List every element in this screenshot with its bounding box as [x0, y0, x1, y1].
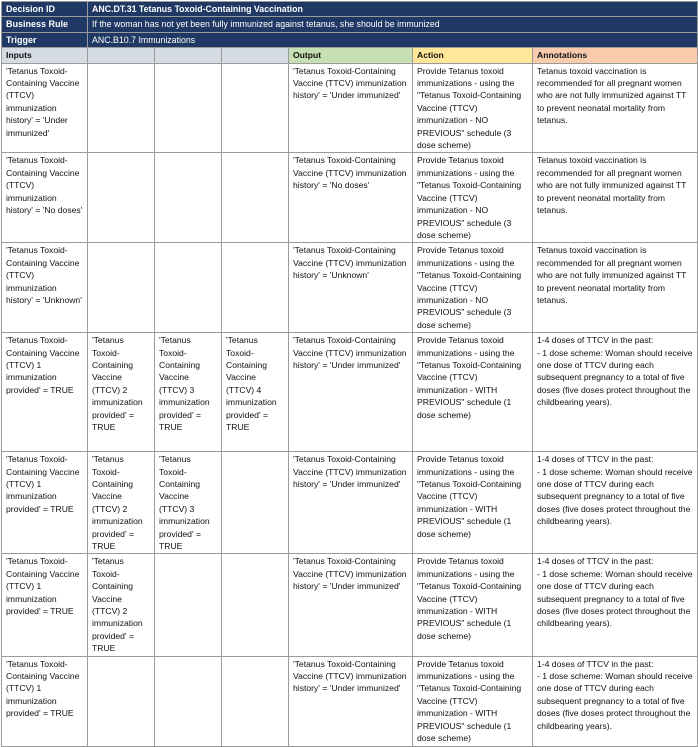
output-cell: 'Tetanus Toxoid-Containing Vaccine (TTCV) immunization history' = 'Under immunized': [289, 554, 413, 656]
output-cell: 'Tetanus Toxoid-Containing Vaccine (TTCV) immunization history' = 'Under immunized': [289, 63, 413, 153]
input-cell-4: [222, 243, 289, 333]
output-cell: 'Tetanus Toxoid-Containing Vaccine (TTCV) immunization history' = 'No doses': [289, 153, 413, 243]
input-cell-2: 'Tetanus Toxoid-Containing Vaccine (TTCV) 2 immunization provided' = TRUE: [88, 333, 155, 452]
action-cell: Provide Tetanus toxoid immunizations - using the "Tetanus Toxoid-Containing Vaccine (TTCV) immunization - WITH PREVIOUS" schedule (1 dose scheme): [413, 333, 533, 452]
input-cell-3: 'Tetanus Toxoid-Containing Vaccine (TTCV) 3 immunization provided' = TRUE: [155, 333, 222, 452]
trigger-label: Trigger: [2, 32, 88, 47]
table-row: [2, 243, 698, 333]
inputs-column-header: Inputs: [2, 48, 88, 63]
input-cell-2: [88, 656, 155, 746]
input-cell-1: 'Tetanus Toxoid-Containing Vaccine (TTCV) 1 immunization provided' = TRUE: [2, 333, 88, 452]
input-cell-3: 'Tetanus Toxoid-Containing Vaccine (TTCV) 3 immunization provided' = TRUE: [155, 452, 222, 554]
output-cell: 'Tetanus Toxoid-Containing Vaccine (TTCV) immunization history' = 'Under immunized': [289, 452, 413, 554]
annotation-cell: Tetanus toxoid vaccination is recommended for all pregnant women who are not fully immunized against TT to prevent neonatal mortality from tetanus.: [533, 63, 698, 153]
input-cell-1: 'Tetanus Toxoid-Containing Vaccine (TTCV) immunization history' = 'Unknown': [2, 243, 88, 333]
inputs-column-header-2: [88, 48, 155, 63]
input-cell-4: 'Tetanus Toxoid-Containing Vaccine (TTCV) 4 immunization provided' = TRUE: [222, 333, 289, 452]
business-rule-label: Business Rule: [2, 17, 88, 32]
output-cell: 'Tetanus Toxoid-Containing Vaccine (TTCV) immunization history' = 'Under immunized': [289, 656, 413, 746]
action-cell: Provide Tetanus toxoid immunizations - using the "Tetanus Toxoid-Containing Vaccine (TTCV) immunization - WITH PREVIOUS" schedule (1 dose scheme): [413, 656, 533, 746]
action-cell: Provide Tetanus toxoid immunizations - using the "Tetanus Toxoid-Containing Vaccine (TTCV) immunization - WITH PREVIOUS" schedule (1 dose scheme): [413, 452, 533, 554]
inputs-column-header-3: [155, 48, 222, 63]
column-header-row: [2, 48, 698, 63]
input-cell-1: 'Tetanus Toxoid-Containing Vaccine (TTCV) 1 immunization provided' = TRUE: [2, 452, 88, 554]
input-cell-1: 'Tetanus Toxoid-Containing Vaccine (TTCV) immunization history' = 'No doses': [2, 153, 88, 243]
trigger-value: ANC.B10.7 Immunizations: [88, 32, 698, 47]
action-cell: Provide Tetanus toxoid immunizations - using the "Tetanus Toxoid-Containing Vaccine (TTCV) immunization - NO PREVIOUS" schedule (3 dose scheme): [413, 153, 533, 243]
business-rule-row: [2, 17, 698, 32]
decision-table: [1, 1, 698, 747]
table-row: [2, 153, 698, 243]
input-cell-1: 'Tetanus Toxoid-Containing Vaccine (TTCV) 1 immunization provided' = TRUE: [2, 554, 88, 656]
annotation-cell: 1-4 doses of TTCV in the past: - 1 dose scheme: Woman should receive one dose of TTCV during each subsequent pregnancy to a total of five doses (five doses protect throughout the childbearing years).: [533, 554, 698, 656]
output-cell: 'Tetanus Toxoid-Containing Vaccine (TTCV) immunization history' = 'Unknown': [289, 243, 413, 333]
action-cell: Provide Tetanus toxoid immunizations - using the "Tetanus Toxoid-Containing Vaccine (TTCV) immunization - NO PREVIOUS" schedule (3 dose scheme): [413, 63, 533, 153]
annotation-cell: Tetanus toxoid vaccination is recommended for all pregnant women who are not fully immunized against TT to prevent neonatal mortality from tetanus.: [533, 153, 698, 243]
annotation-cell: Tetanus toxoid vaccination is recommended for all pregnant women who are not fully immunized against TT to prevent neonatal mortality from tetanus.: [533, 243, 698, 333]
input-cell-3: [155, 554, 222, 656]
trigger-row: [2, 32, 698, 47]
annotation-cell: 1-4 doses of TTCV in the past: - 1 dose scheme: Woman should receive one dose of TTCV during each subsequent pregnancy to a total of five doses (five doses protect throughout the childbearing years).: [533, 452, 698, 554]
input-cell-3: [155, 656, 222, 746]
annotation-cell: 1-4 doses of TTCV in the past: - 1 dose scheme: Woman should receive one dose of TTCV during each subsequent pregnancy to a total of five doses (five doses protect throughout the childbearing years).: [533, 333, 698, 452]
input-cell-2: [88, 153, 155, 243]
table-row: [2, 656, 698, 746]
decision-id-row: [2, 2, 698, 17]
table-row: [2, 554, 698, 656]
input-cell-2: 'Tetanus Toxoid-Containing Vaccine (TTCV) 2 immunization provided' = TRUE: [88, 452, 155, 554]
annotation-cell: 1-4 doses of TTCV in the past: - 1 dose scheme: Woman should receive one dose of TTCV during each subsequent pregnancy to a total of five doses (five doses protect throughout the childbearing years).: [533, 656, 698, 746]
table-row: [2, 333, 698, 452]
action-cell: Provide Tetanus toxoid immunizations - using the "Tetanus Toxoid-Containing Vaccine (TTCV) immunization - NO PREVIOUS" schedule (3 dose scheme): [413, 243, 533, 333]
input-cell-2: [88, 63, 155, 153]
input-cell-3: [155, 243, 222, 333]
input-cell-4: [222, 63, 289, 153]
table-row: [2, 63, 698, 153]
table-row: [2, 452, 698, 554]
input-cell-1: 'Tetanus Toxoid-Containing Vaccine (TTCV) 1 immunization provided' = TRUE: [2, 656, 88, 746]
annotations-column-header: Annotations: [533, 48, 698, 63]
input-cell-3: [155, 153, 222, 243]
input-cell-4: [222, 452, 289, 554]
input-cell-2: 'Tetanus Toxoid-Containing Vaccine (TTCV) 2 immunization provided' = TRUE: [88, 554, 155, 656]
input-cell-2: [88, 243, 155, 333]
action-column-header: Action: [413, 48, 533, 63]
inputs-column-header-4: [222, 48, 289, 63]
input-cell-4: [222, 656, 289, 746]
action-cell: Provide Tetanus toxoid immunizations - using the "Tetanus Toxoid-Containing Vaccine (TTCV) immunization - WITH PREVIOUS" schedule (1 dose scheme): [413, 554, 533, 656]
business-rule-value: If the woman has not yet been fully immunized against tetanus, she should be immunized: [88, 17, 698, 32]
output-cell: 'Tetanus Toxoid-Containing Vaccine (TTCV) immunization history' = 'Under immunized': [289, 333, 413, 452]
input-cell-3: [155, 63, 222, 153]
decision-id-label: Decision ID: [2, 2, 88, 17]
output-column-header: Output: [289, 48, 413, 63]
input-cell-4: [222, 554, 289, 656]
decision-id-value: ANC.DT.31 Tetanus Toxoid-Containing Vaccination: [88, 2, 698, 17]
input-cell-1: 'Tetanus Toxoid-Containing Vaccine (TTCV) immunization history' = 'Under immunized': [2, 63, 88, 153]
input-cell-4: [222, 153, 289, 243]
